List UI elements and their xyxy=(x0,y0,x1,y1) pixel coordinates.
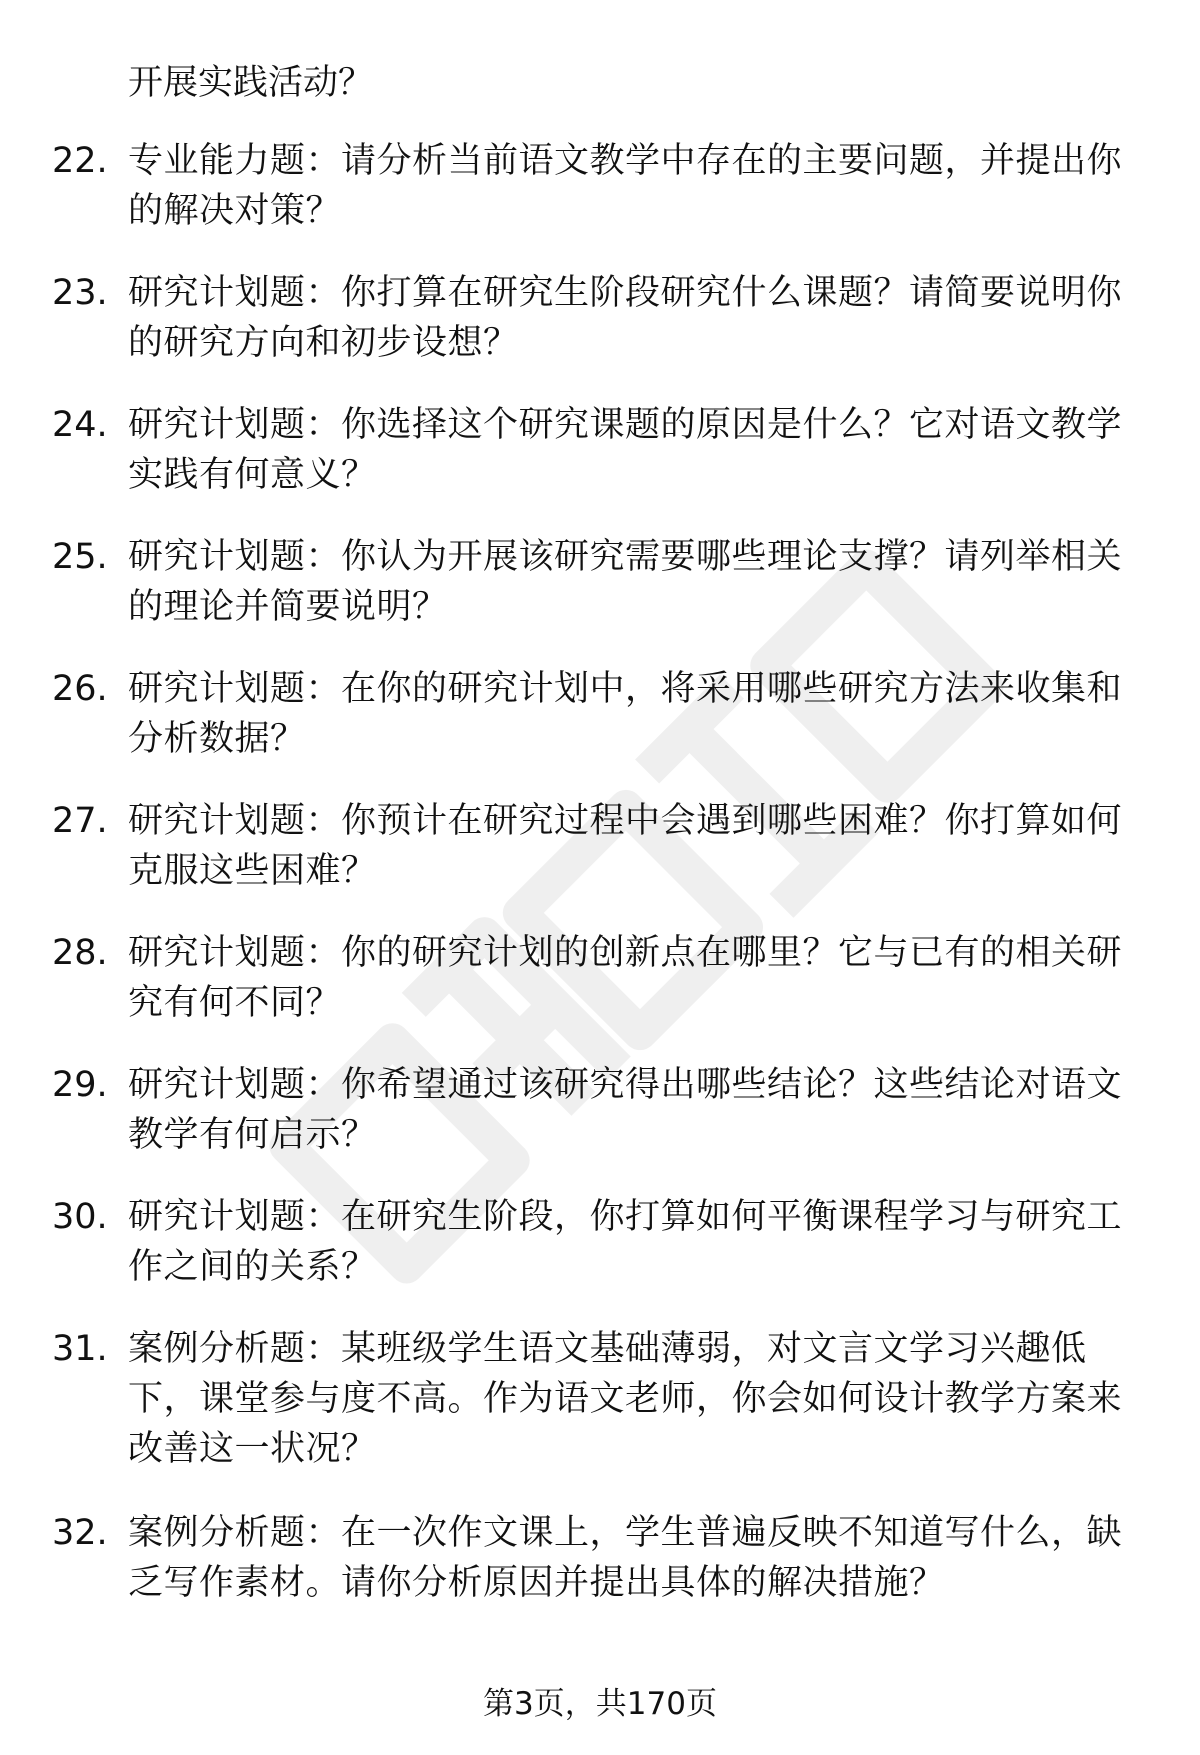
question-text: 研究计划题：你的研究计划的创新点在哪里？它与已有的相关研究有何不同？ xyxy=(128,933,1123,1023)
question-item xyxy=(0,1508,1200,1603)
question-number: 22. xyxy=(52,141,108,181)
question-item xyxy=(0,1324,1200,1469)
question-number: 28. xyxy=(52,933,108,973)
question-text: 研究计划题：你认为开展该研究需要哪些理论支撑？请列举相关的理论并简要说明？ xyxy=(128,537,1123,627)
question-item xyxy=(0,796,1200,891)
question-item xyxy=(0,664,1200,759)
question-text: 研究计划题：你打算在研究生阶段研究什么课题？请简要说明你的研究方向和初步设想？ xyxy=(128,273,1123,363)
question-item xyxy=(0,1192,1200,1287)
question-number: 29. xyxy=(52,1065,108,1105)
question-item xyxy=(0,268,1200,363)
question-list xyxy=(0,136,1200,1640)
question-item xyxy=(0,136,1200,231)
question-number: 25. xyxy=(52,537,108,577)
question-number: 31. xyxy=(52,1329,108,1369)
question-text: 案例分析题：某班级学生语文基础薄弱，对文言文学习兴趣低下，课堂参与度不高。作为语文老师，你会如何设计教学方案来改善这一状况？ xyxy=(128,1329,1123,1469)
page-footer: 第3页，共170页 xyxy=(483,1686,717,1722)
question-text: 研究计划题：你希望通过该研究得出哪些结论？这些结论对语文教学有何启示？ xyxy=(128,1065,1123,1155)
question-item xyxy=(0,1060,1200,1155)
question-number: 23. xyxy=(52,273,108,313)
question-text: 案例分析题：在一次作文课上，学生普遍反映不知道写什么，缺乏写作素材。请你分析原因并提出具体的解决措施？ xyxy=(128,1513,1123,1603)
question-21-continuation: 开展实践活动？ xyxy=(128,63,374,103)
question-item xyxy=(0,400,1200,495)
question-text: 研究计划题：你选择这个研究课题的原因是什么？它对语文教学实践有何意义？ xyxy=(128,405,1123,495)
question-number: 24. xyxy=(52,405,108,445)
question-text: 研究计划题：在研究生阶段，你打算如何平衡课程学习与研究工作之间的关系？ xyxy=(128,1197,1123,1287)
question-text: 研究计划题：你预计在研究过程中会遇到哪些困难？你打算如何克服这些困难？ xyxy=(128,801,1123,891)
question-number: 32. xyxy=(52,1513,108,1553)
question-item xyxy=(0,532,1200,627)
question-item xyxy=(0,928,1200,1023)
question-number: 26. xyxy=(52,669,108,709)
question-text: 专业能力题：请分析当前语文教学中存在的主要问题，并提出你的解决对策？ xyxy=(128,141,1123,231)
question-number: 30. xyxy=(52,1197,108,1237)
question-number: 27. xyxy=(52,801,108,841)
question-text: 研究计划题：在你的研究计划中，将采用哪些研究方法来收集和分析数据？ xyxy=(128,669,1123,759)
